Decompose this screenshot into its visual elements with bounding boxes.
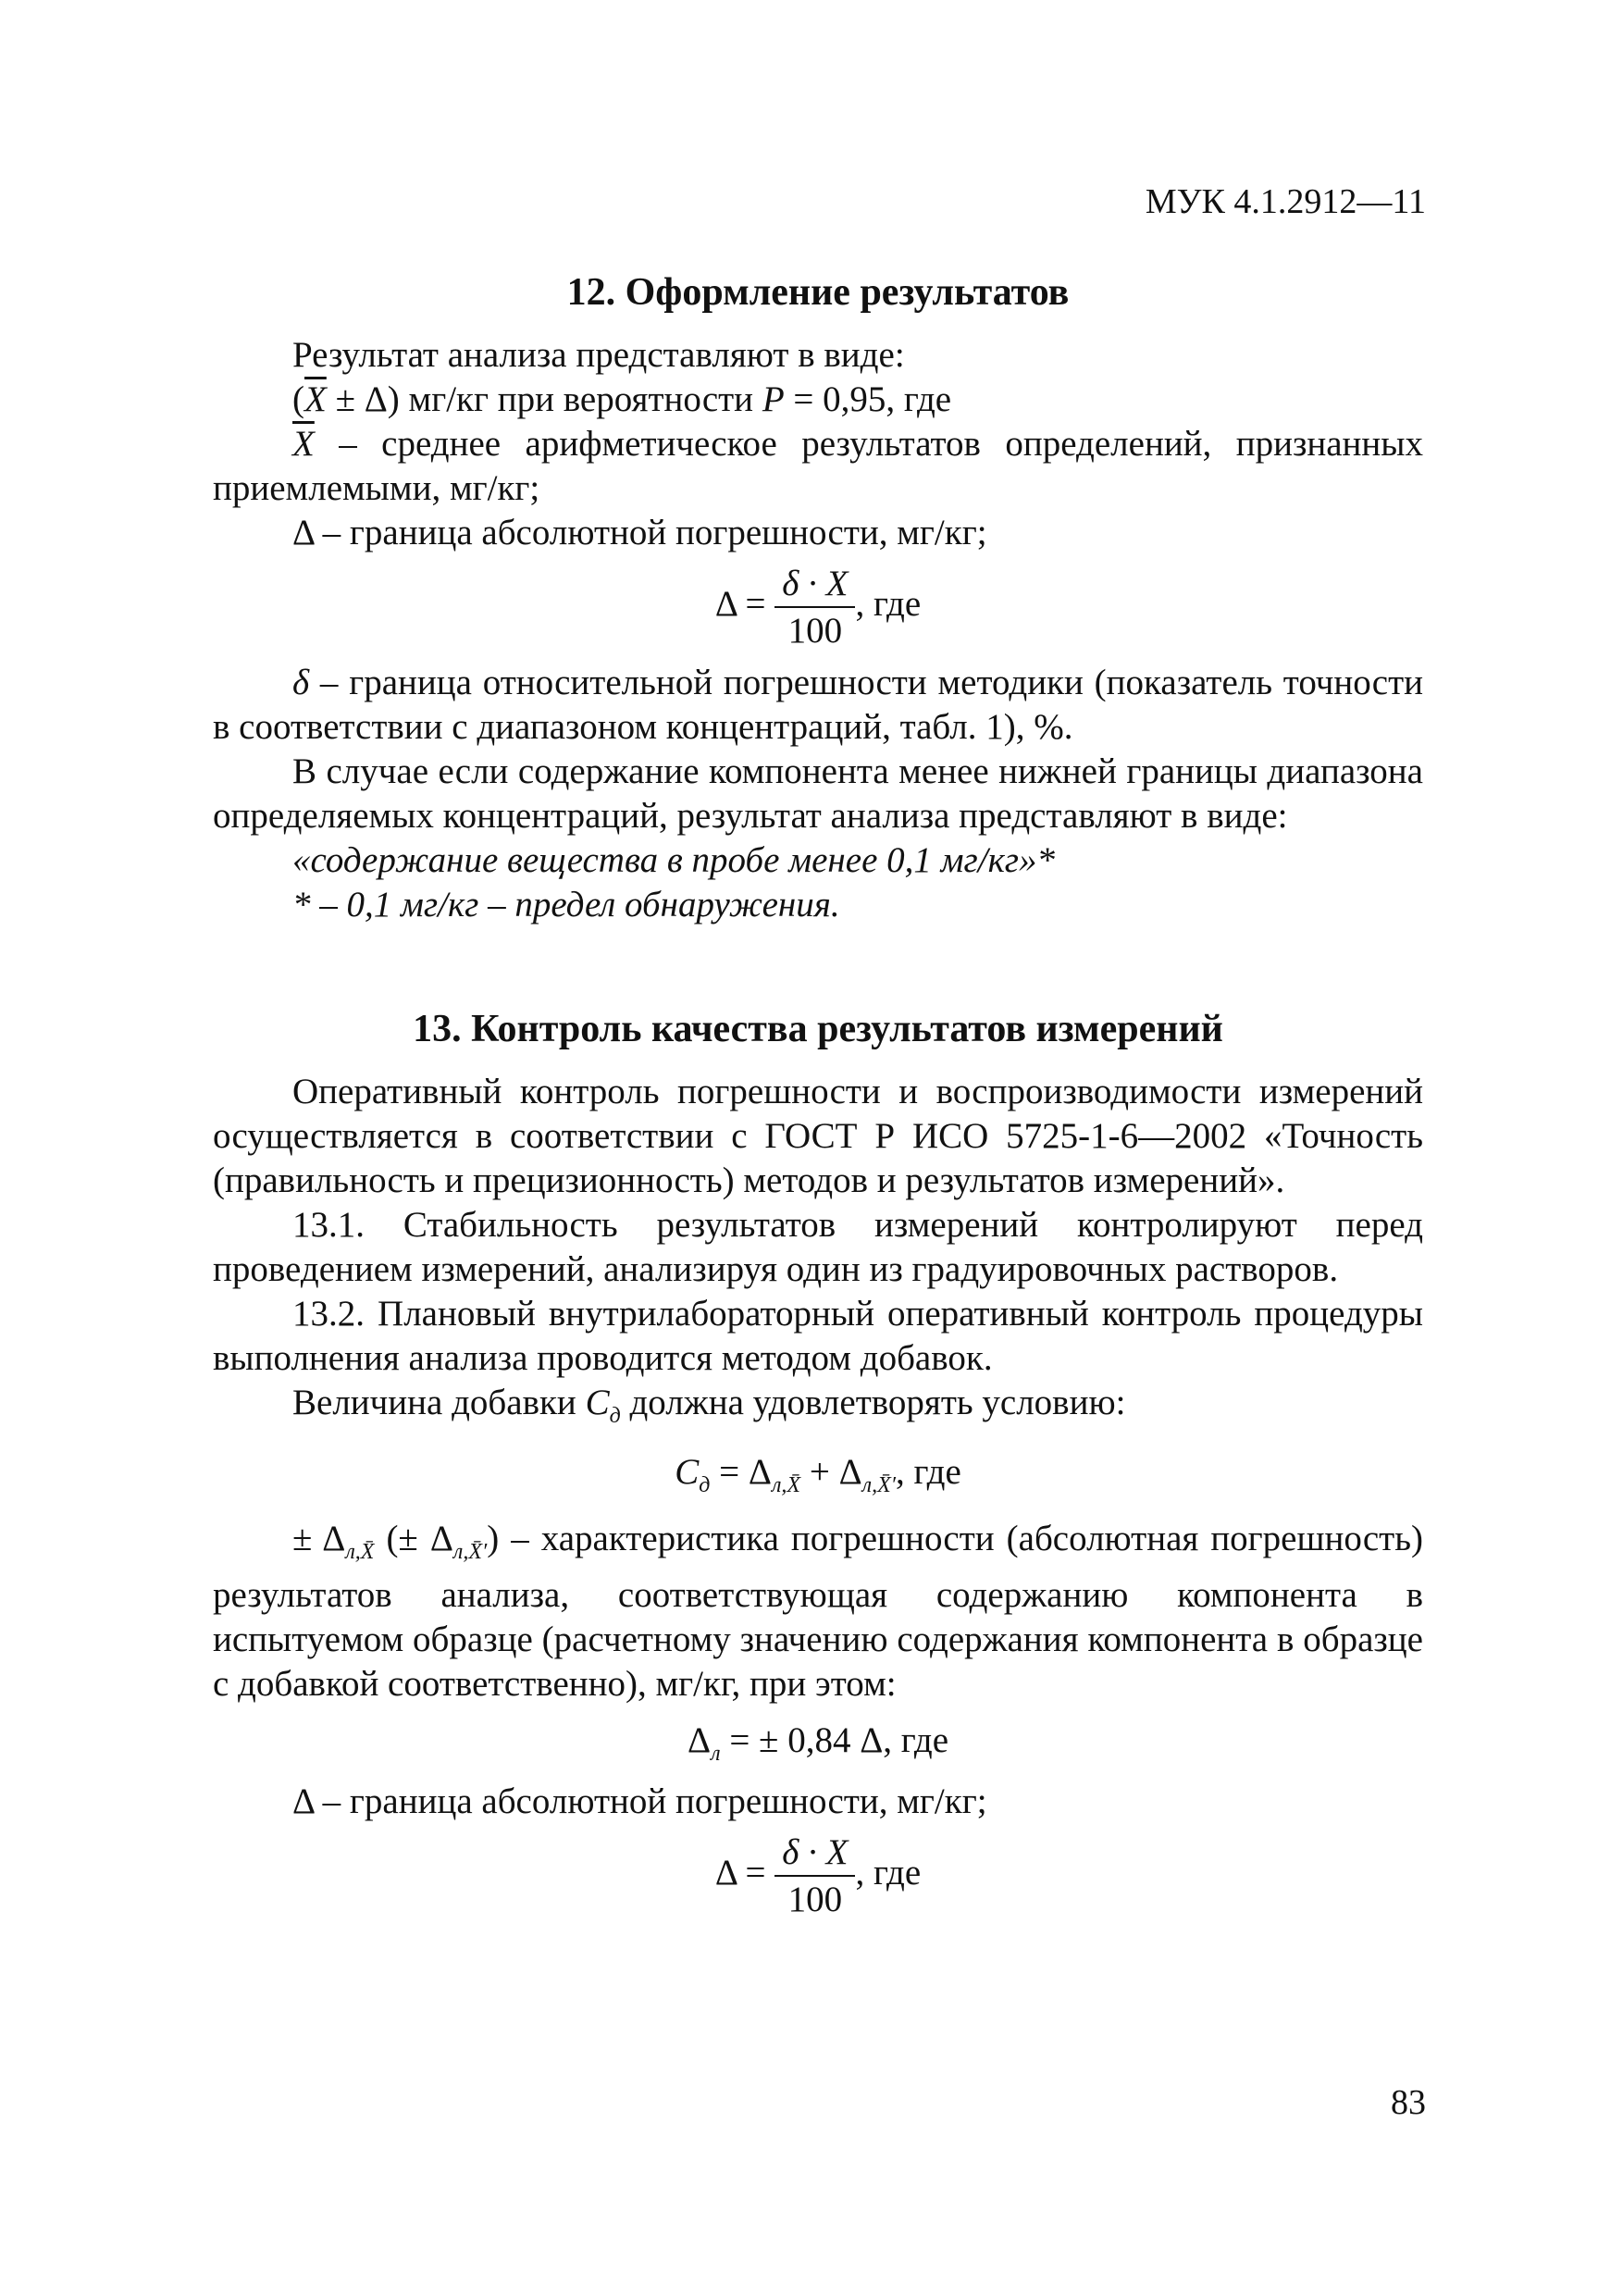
paragraph-13-2: 13.2. Плановый внутрилабораторный оперативный контроль процедуры выполнения анализа проводится методом добавок. [213,1294,1423,1378]
section-13-body [213,1070,1423,1920]
paragraph-error-characteristic: ± $\Delta_{л,X̄}$ (± $\Delta_{л,X̄'}$) – характеристика погрешности (абсолютная погрешность) результатов анализа, соответствующая содержанию компонента в испытуемом образце (расчетному значению содержания компонента в образце с добавкой соответственно), мг/кг, при этом: [213,1518,1423,1705]
paragraph-13-1: 13.1. Стабильность результатов измерений контролируют перед проведением измерений, анализируя один из градуировочных растворов. [213,1205,1423,1289]
paragraph-below-range: В случае если содержание компонента менее нижней границы диапазона определяемых концентраций, результат анализа представляют в виде: [213,751,1423,836]
paragraph-addition: Величина добавки $C_д$ должна удовлетворять условию: [292,1383,1126,1428]
paragraph: Результат анализа представляют в виде: [292,335,905,375]
formula-delta-l: $\Delta_л$ = ± 0,84 Δ, где [688,1720,948,1767]
paragraph-result-quote: «содержание вещества в пробе менее 0,1 мг/кг»* [292,840,1056,880]
paragraph-footnote: * – 0,1 мг/кг – предел обнаружения. [292,885,840,925]
section-12-body [213,333,1423,927]
paragraph-delta-definition-2: Δ – граница абсолютной погрешности, мг/кг; [292,1781,987,1822]
formula-addition-condition: $C_д = \Delta_{л,X̄} + \Delta_{л,X̄'}$, где [675,1451,961,1497]
formula-delta-2: Δ = $\frac{\delta \cdot X}{100}$ , где [714,1832,922,1920]
page-number: 83 [1391,2083,1426,2122]
fraction: $\frac{\delta \cdot X}{100}$ [774,1831,855,1920]
paragraph-delta-definition: Δ – граница абсолютной погрешности, мг/кг; [292,513,987,552]
paragraph-result-form: $(\overline{X} \pm \Delta)$ мг/кг при вероятности P = 0,95, где [292,379,952,419]
document-code: МУК 4.1.2912—11 [1145,182,1426,221]
paragraph-relative-error: δ – граница относительной погрешности методики (показатель точности в соответствии с диапазоном концентраций, табл. 1), %. [213,663,1423,747]
formula-delta: Δ = $\frac{\delta \cdot X}{100}$ , где [714,564,922,651]
section-12 [213,270,1423,315]
section-12-title: 12. Оформление результатов [566,271,1070,314]
section-13 [213,1007,1423,1051]
paragraph-mean-definition: $\overline{X}$ – среднее арифметическое результатов определений, признанных приемлемыми, мг/кг; [213,424,1423,508]
section-13-title: 13. Контроль качества результатов измерений [413,1008,1223,1050]
paragraph-control: Оперативный контроль погрешности и воспроизводимости измерений осуществляется в соответствии с ГОСТ Р ИСО 5725-1-6—2002 «Точность (правильность и прецизионность) методов и результатов измерений». [213,1072,1423,1200]
fraction: $\frac{\delta \cdot X}{100}$ [774,563,855,652]
